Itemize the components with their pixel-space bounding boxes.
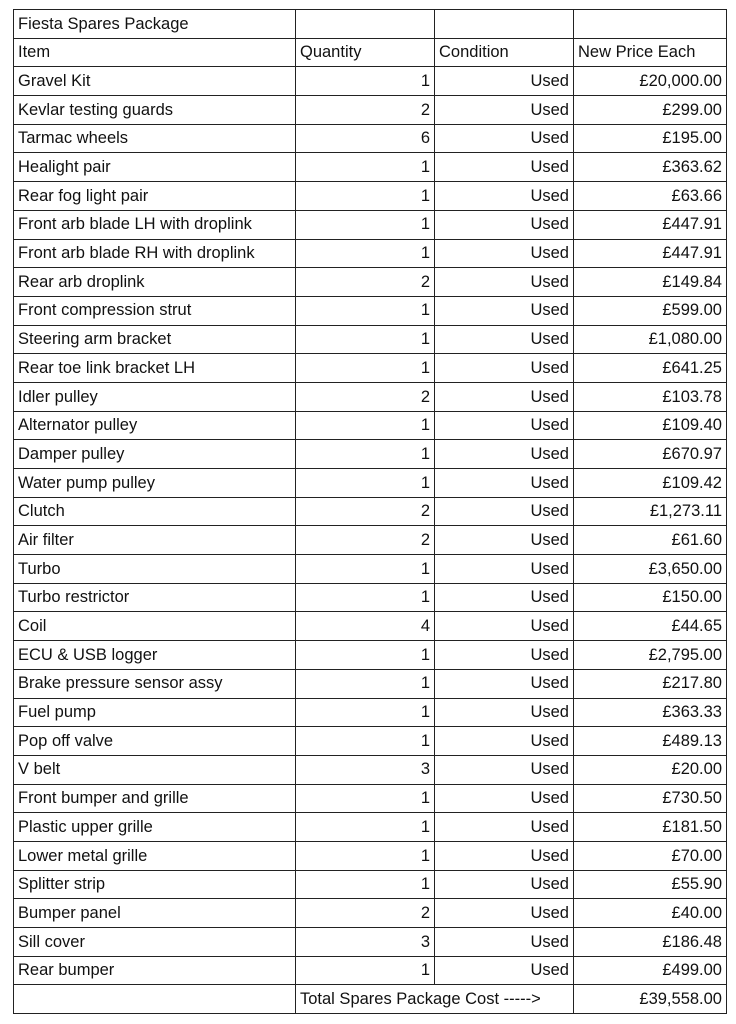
condition-cell[interactable]: Used [435,440,574,469]
table-row [14,210,727,239]
table-row [14,67,727,96]
condition-cell[interactable]: Used [435,813,574,842]
table-row [14,727,727,756]
header-row [14,38,727,67]
price-cell[interactable]: £103.78 [574,382,727,411]
condition-cell[interactable]: Used [435,755,574,784]
item-cell[interactable]: Turbo restrictor [14,583,296,612]
condition-cell[interactable]: Used [435,784,574,813]
item-cell[interactable]: Front arb blade RH with droplink [14,239,296,268]
header-item[interactable]: Item [14,38,296,67]
price-cell[interactable]: £363.33 [574,698,727,727]
quantity-cell[interactable]: 6 [296,124,435,153]
condition-cell[interactable]: Used [435,239,574,268]
quantity-cell[interactable]: 1 [296,153,435,182]
quantity-cell[interactable]: 1 [296,698,435,727]
price-cell[interactable]: £149.84 [574,268,727,297]
item-cell[interactable]: Bumper panel [14,899,296,928]
price-cell[interactable]: £363.62 [574,153,727,182]
table-row [14,382,727,411]
table-row [14,813,727,842]
table-row [14,698,727,727]
price-cell[interactable]: £447.91 [574,239,727,268]
table-row [14,928,727,957]
condition-cell[interactable]: Used [435,612,574,641]
quantity-cell[interactable]: 1 [296,669,435,698]
item-cell[interactable]: Rear arb droplink [14,268,296,297]
condition-cell[interactable]: Used [435,669,574,698]
table-row [14,354,727,383]
price-cell[interactable]: £1,273.11 [574,497,727,526]
quantity-cell[interactable]: 1 [296,469,435,498]
table-row [14,296,727,325]
item-cell[interactable]: Plastic upper grille [14,813,296,842]
condition-cell[interactable]: Used [435,956,574,985]
item-cell[interactable]: Air filter [14,526,296,555]
table-row [14,153,727,182]
item-cell[interactable]: Brake pressure sensor assy [14,669,296,698]
item-cell[interactable]: Front compression strut [14,296,296,325]
condition-cell[interactable]: Used [435,469,574,498]
quantity-cell[interactable]: 1 [296,841,435,870]
title-row [14,10,727,39]
quantity-cell[interactable]: 1 [296,239,435,268]
quantity-cell[interactable]: 2 [296,96,435,125]
price-cell[interactable]: £20.00 [574,755,727,784]
price-cell[interactable]: £670.97 [574,440,727,469]
item-cell[interactable]: Splitter strip [14,870,296,899]
quantity-cell[interactable]: 1 [296,727,435,756]
item-cell[interactable]: Tarmac wheels [14,124,296,153]
condition-cell[interactable]: Used [435,296,574,325]
table-row [14,526,727,555]
condition-cell[interactable]: Used [435,124,574,153]
condition-cell[interactable]: Used [435,411,574,440]
condition-cell[interactable]: Used [435,96,574,125]
quantity-cell[interactable]: 2 [296,497,435,526]
table-row [14,182,727,211]
quantity-cell[interactable]: 1 [296,411,435,440]
condition-cell[interactable]: Used [435,555,574,584]
condition-cell[interactable]: Used [435,641,574,670]
quantity-cell[interactable]: 1 [296,784,435,813]
price-cell[interactable]: £641.25 [574,354,727,383]
condition-cell[interactable]: Used [435,67,574,96]
price-cell[interactable]: £195.00 [574,124,727,153]
quantity-cell[interactable]: 2 [296,899,435,928]
table-row [14,497,727,526]
item-cell[interactable]: Rear toe link bracket LH [14,354,296,383]
condition-cell[interactable]: Used [435,841,574,870]
item-cell[interactable]: Alternator pulley [14,411,296,440]
price-cell[interactable]: £109.40 [574,411,727,440]
condition-cell[interactable]: Used [435,899,574,928]
price-cell[interactable]: £499.00 [574,956,727,985]
item-cell[interactable]: V belt [14,755,296,784]
item-cell[interactable]: Pop off valve [14,727,296,756]
quantity-cell[interactable]: 1 [296,555,435,584]
condition-cell[interactable]: Used [435,698,574,727]
empty-cell[interactable] [574,10,727,39]
item-cell[interactable]: Clutch [14,497,296,526]
price-cell[interactable]: £55.90 [574,870,727,899]
condition-cell[interactable]: Used [435,928,574,957]
table-row [14,268,727,297]
header-price[interactable]: New Price Each [574,38,727,67]
condition-cell[interactable]: Used [435,583,574,612]
quantity-cell[interactable]: 1 [296,67,435,96]
quantity-cell[interactable]: 3 [296,928,435,957]
condition-cell[interactable]: Used [435,153,574,182]
item-cell[interactable]: Idler pulley [14,382,296,411]
table-row [14,583,727,612]
price-cell[interactable]: £2,795.00 [574,641,727,670]
condition-cell[interactable]: Used [435,382,574,411]
table-row [14,612,727,641]
quantity-cell[interactable]: 3 [296,755,435,784]
item-cell[interactable]: Rear bumper [14,956,296,985]
item-cell[interactable]: Lower metal grille [14,841,296,870]
quantity-cell[interactable]: 2 [296,268,435,297]
quantity-cell[interactable]: 1 [296,813,435,842]
condition-cell[interactable]: Used [435,325,574,354]
table-row [14,899,727,928]
price-cell[interactable]: £61.60 [574,526,727,555]
table-row [14,469,727,498]
item-cell[interactable]: Water pump pulley [14,469,296,498]
quantity-cell[interactable]: 1 [296,210,435,239]
quantity-cell[interactable]: 2 [296,382,435,411]
price-cell[interactable]: £3,650.00 [574,555,727,584]
price-cell[interactable]: £109.42 [574,469,727,498]
item-cell[interactable]: Healight pair [14,153,296,182]
total-label[interactable]: Total Spares Package Cost -----> [296,985,574,1014]
item-cell[interactable]: Front arb blade LH with droplink [14,210,296,239]
item-cell[interactable]: ECU & USB logger [14,641,296,670]
item-cell[interactable]: Front bumper and grille [14,784,296,813]
table-row [14,755,727,784]
table-row [14,555,727,584]
header-quantity[interactable]: Quantity [296,38,435,67]
table-row [14,440,727,469]
quantity-cell[interactable]: 1 [296,354,435,383]
table-row [14,784,727,813]
price-cell[interactable]: £599.00 [574,296,727,325]
item-cell[interactable]: Coil [14,612,296,641]
price-cell[interactable]: £44.65 [574,612,727,641]
condition-cell[interactable]: Used [435,182,574,211]
price-cell[interactable]: £447.91 [574,210,727,239]
quantity-cell[interactable]: 1 [296,956,435,985]
condition-cell[interactable]: Used [435,727,574,756]
empty-cell[interactable] [435,10,574,39]
price-cell[interactable]: £186.48 [574,928,727,957]
condition-cell[interactable]: Used [435,526,574,555]
quantity-cell[interactable]: 1 [296,583,435,612]
condition-cell[interactable]: Used [435,354,574,383]
price-cell[interactable]: £20,000.00 [574,67,727,96]
condition-cell[interactable]: Used [435,870,574,899]
item-cell[interactable]: Sill cover [14,928,296,957]
sheet-title[interactable]: Fiesta Spares Package [14,10,296,39]
price-cell[interactable]: £70.00 [574,841,727,870]
quantity-cell[interactable]: 1 [296,296,435,325]
table-row [14,124,727,153]
quantity-cell[interactable]: 2 [296,526,435,555]
price-cell[interactable]: £489.13 [574,727,727,756]
quantity-cell[interactable]: 4 [296,612,435,641]
item-cell[interactable]: Kevlar testing guards [14,96,296,125]
table-row [14,669,727,698]
price-cell[interactable]: £1,080.00 [574,325,727,354]
empty-cell[interactable] [14,985,296,1014]
header-condition[interactable]: Condition [435,38,574,67]
quantity-cell[interactable]: 1 [296,641,435,670]
condition-cell[interactable]: Used [435,268,574,297]
table-row [14,96,727,125]
price-cell[interactable]: £40.00 [574,899,727,928]
item-cell[interactable]: Turbo [14,555,296,584]
total-value[interactable]: £39,558.00 [574,985,727,1014]
table-row [14,325,727,354]
table-row [14,956,727,985]
item-cell[interactable]: Fuel pump [14,698,296,727]
table-row [14,841,727,870]
total-row [14,985,727,1014]
item-cell[interactable]: Rear fog light pair [14,182,296,211]
quantity-cell[interactable]: 1 [296,440,435,469]
price-cell[interactable]: £730.50 [574,784,727,813]
price-cell[interactable]: £63.66 [574,182,727,211]
condition-cell[interactable]: Used [435,497,574,526]
quantity-cell[interactable]: 1 [296,182,435,211]
item-cell[interactable]: Gravel Kit [14,67,296,96]
item-cell[interactable]: Damper pulley [14,440,296,469]
price-cell[interactable]: £299.00 [574,96,727,125]
table-row [14,641,727,670]
spares-table [13,9,727,1014]
empty-cell[interactable] [296,10,435,39]
item-cell[interactable]: Steering arm bracket [14,325,296,354]
quantity-cell[interactable]: 1 [296,870,435,899]
table-row [14,870,727,899]
table-row [14,239,727,268]
price-cell[interactable]: £217.80 [574,669,727,698]
table-row [14,411,727,440]
price-cell[interactable]: £150.00 [574,583,727,612]
price-cell[interactable]: £181.50 [574,813,727,842]
condition-cell[interactable]: Used [435,210,574,239]
quantity-cell[interactable]: 1 [296,325,435,354]
